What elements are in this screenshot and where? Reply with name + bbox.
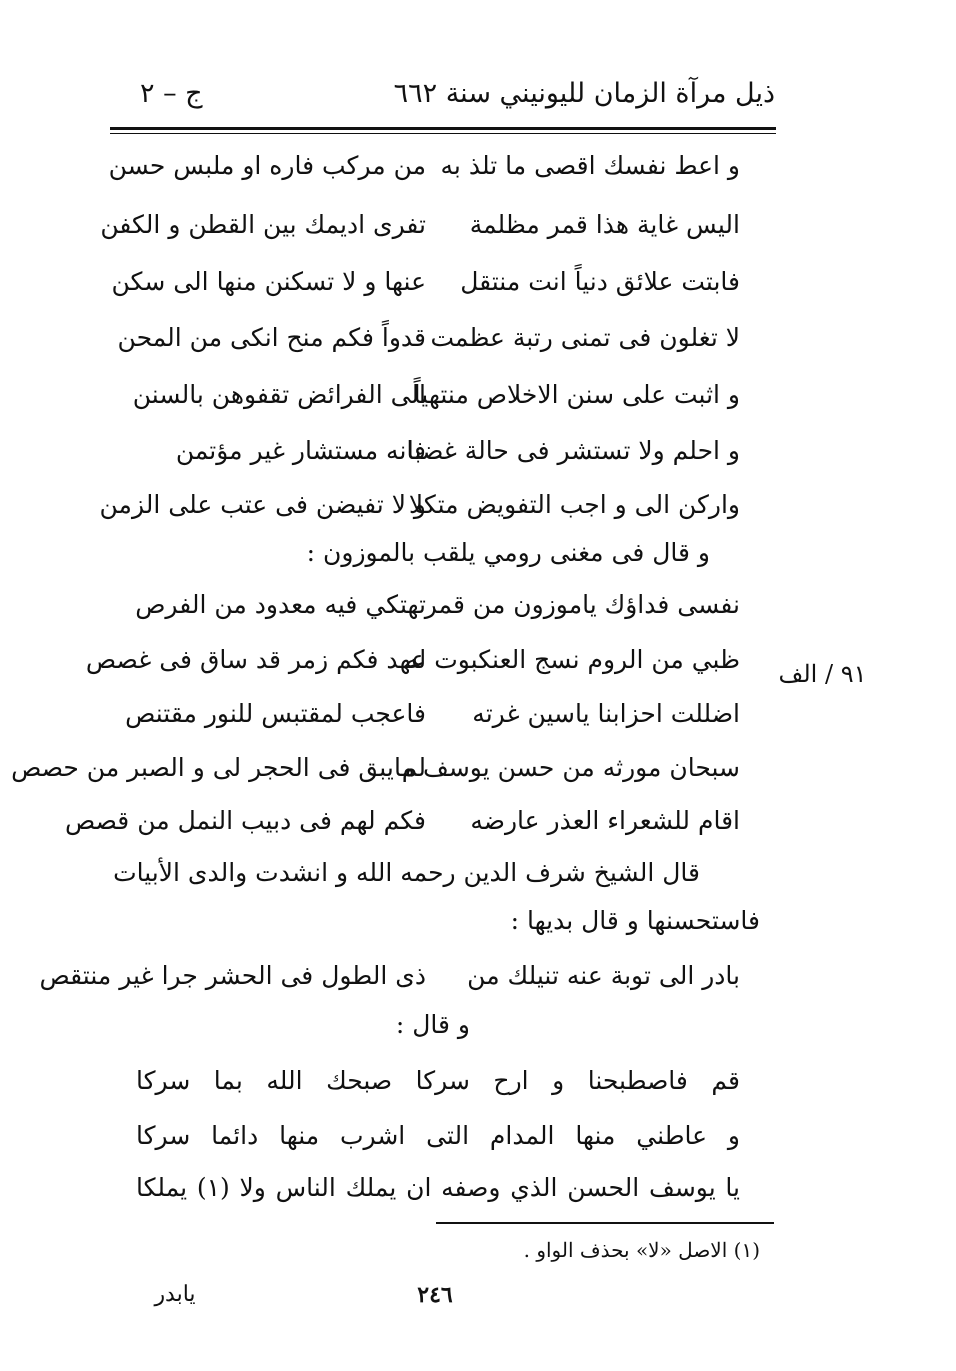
- page-number: ٢٤٦: [417, 1282, 453, 1308]
- verse-hemistich-second: عنها و لا تسكنن منها الى سكن: [111, 267, 426, 296]
- verse-line: قم فاصطبحنا و ارح سركا صبحك الله بما سركا: [136, 1066, 740, 1095]
- verse-hemistich-first: و اثبت على سنن الاخلاص منتهياً: [413, 380, 740, 409]
- verse-hemistich-first: فابتت علائق دنياً انت منتقل: [460, 267, 740, 296]
- verse-hemistich-first: واركن الى و اجب التفويض متكلا: [408, 490, 740, 519]
- verse-hemistich-first: و احلم ولا تستشر فى حالة غضبا: [406, 436, 740, 465]
- verse-hemistich-second: تفرى اديمك بين القطن و الكفن: [100, 210, 426, 239]
- section-intro: و قال فى مغنى رومي يلقب بالموزون :: [306, 538, 710, 567]
- verse-hemistich-first: اليس غاية هذا قمر مظلمة: [469, 210, 740, 239]
- verse-line: و عاطني منها المدام التى اشرب منها دائما سركا: [136, 1121, 740, 1150]
- verse-hemistich-first: ظبي من الروم نسج العنكبوت له: [405, 645, 740, 674]
- verse-hemistich-first: اضللت احزابنا ياسين غرته: [472, 699, 740, 728]
- verse-hemistich-second: عهد فكم زمر قد ساق فى غصص: [85, 645, 426, 674]
- verse-hemistich-second: فكم لهم فى دبيب النمل من قصص: [65, 806, 426, 835]
- verse-hemistich-second: فانه مستشار غير مؤتمن: [175, 436, 426, 465]
- catchword: يابدر: [154, 1282, 196, 1307]
- verse-hemistich-first: سبحان مورثه من حسن يوسف ما: [394, 753, 740, 782]
- verse-hemistich-first: نفسى فداؤك ياموزون من قمر: [424, 590, 740, 619]
- verse-hemistich-second: ذى الطول فى الحشر جرا غير منتقص: [39, 961, 426, 990]
- footnote: (١) الاصل «لا» بحذف الواو .: [523, 1238, 760, 1262]
- verse-hemistich-first: بادر الى توبة عنه تنيلك من: [467, 961, 740, 990]
- header-rule-thin: [110, 133, 776, 134]
- verse-hemistich-first: و اعط نفسك اقصى ما تلذ به: [440, 151, 740, 180]
- manuscript-folio-note: ٩١ / الف: [778, 660, 867, 688]
- verse-hemistich-second: تهتكي فيه معدود من الفرص: [135, 590, 426, 619]
- verse-hemistich-second: فاعجب لمقتبس للنور مقتنص: [125, 699, 426, 728]
- running-header: [110, 78, 775, 122]
- verse-hemistich-first: لا تغلون فى تمنى رتبة عظمت: [430, 323, 740, 352]
- volume-number: ج – ٢: [140, 78, 203, 109]
- section-intro: و قال :: [395, 1010, 470, 1039]
- footnote-rule: [436, 1222, 774, 1224]
- header-title: ذيل مرآة الزمان لليونيني سنة ٦٦٢: [393, 78, 775, 109]
- prose-line: قال الشيخ شرف الدين رحمه الله و انشدت والدى الأبيات: [113, 858, 700, 887]
- verse-hemistich-second: و لا تفيضن فى عتب على الزمن: [99, 490, 426, 519]
- verse-hemistich-second: قدواً فكم منح انكى من المحن: [117, 323, 426, 352]
- verse-hemistich-second: الى الفرائض تقفوهن بالسنن: [132, 380, 426, 409]
- verse-hemistich-second: لم يبق فى الحجر لى و الصبر من حصص: [11, 753, 426, 782]
- verse-hemistich-first: اقام للشعراء العذر عارضه: [470, 806, 740, 835]
- verse-hemistich-second: من مركب فاره او ملبس حسن: [108, 151, 426, 180]
- verse-line: يا يوسف الحسن الذي وصفه ان يملك الناس ولا (١) يملكا: [136, 1173, 740, 1202]
- prose-line: فاستحسنها و قال بديها :: [510, 906, 760, 935]
- header-rule-thick: [110, 127, 776, 130]
